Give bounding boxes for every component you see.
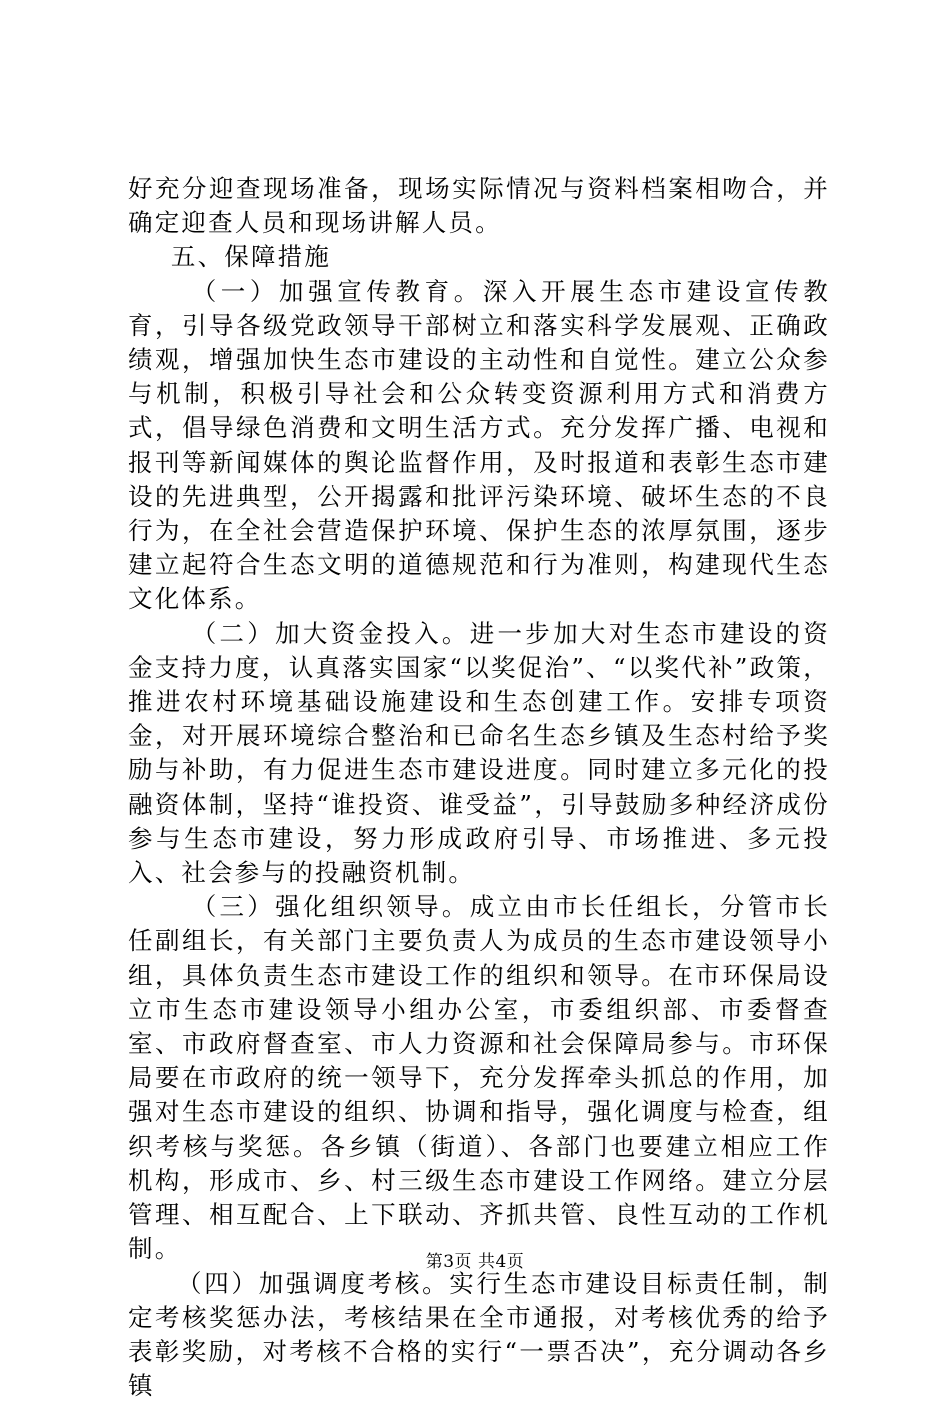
- paragraph-funding-investment: （二）加大资金投入。进一步加大对生态市建设的资金支持力度，认真落实国家“以奖促治”、“以奖代补”政策，推进农村环境基础设施建设和生态创建工作。安排专项资金，对开展环境综合整治和已命名生态乡镇及生态村给予奖励与补助，有力促进生态市建设进度。同时建立多元化的投融资体制，坚持“谁投资、谁受益”，引导鼓励多种经济成份参与生态市建设，努力形成政府引导、市场推进、多元投入、社会参与的投融资机制。: [128, 617, 830, 891]
- page-number-footer: 第3页 共4页: [0, 1247, 950, 1272]
- paragraph-publicity-education: （一）加强宣传教育。深入开展生态市建设宣传教育，引导各级党政领导干部树立和落实科学发展观、正确政绩观，增强加快生态市建设的主动性和自觉性。建立公众参与机制，积极引导社会和公众转变资源利用方式和消费方式，倡导绿色消费和文明生活方式。充分发挥广播、电视和报刊等新闻媒体的舆论监督作用，及时报道和表彰生态市建设的先进典型，公开揭露和批评污染环境、破坏生态的不良行为，在全社会营造保护环境、保护生态的浓厚氛围，逐步建立起符合生态文明的道德规范和行为准则，构建现代生态文化体系。: [128, 275, 830, 617]
- paragraph-scheduling-assessment: （四）加强调度考核。实行生态市建设目标责任制，制定考核奖惩办法，考核结果在全市通报，对考核优秀的给予表彰奖励，对考核不合格的实行“一票否决”，充分调动各乡镇: [128, 1267, 830, 1403]
- paragraph-continuation: 好充分迎查现场准备，现场实际情况与资料档案相吻合，并确定迎查人员和现场讲解人员。: [128, 172, 830, 240]
- section-heading: 五、保障措施: [128, 240, 830, 274]
- paragraph-organization-leadership: （三）强化组织领导。成立由市长任组长，分管市长任副组长，有关部门主要负责人为成员的生态市建设领导小组，具体负责生态市建设工作的组织和领导。在市环保局设立市生态市建设领导小组办公室，市委组织部、市委督查室、市政府督查室、市人力资源和社会保障局参与。市环保局要在市政府的统一领导下，充分发挥牵头抓总的作用，加强对生态市建设的组织、协调和指导，强化调度与检查，组织考核与奖惩。各乡镇（街道）、各部门也要建立相应工作机构，形成市、乡、村三级生态市建设工作网络。建立分层管理、相互配合、上下联动、齐抓共管、良性互动的工作机制。: [128, 890, 830, 1266]
- document-body: [128, 172, 830, 1403]
